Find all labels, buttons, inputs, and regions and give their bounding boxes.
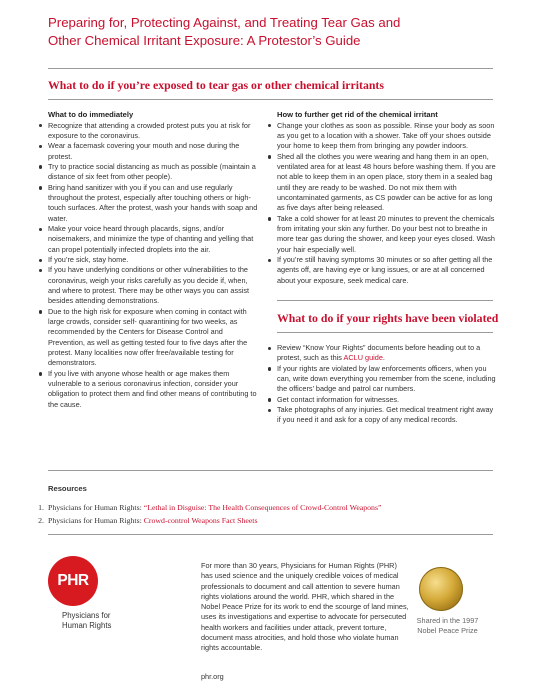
list-item: Make your voice heard through placards, signs, and/or noisemakers, and minimize the type of chanting and yelling that can propel potentially infected droplets into the air. [48, 224, 261, 255]
website-link[interactable]: phr.org [201, 672, 224, 681]
list-item: Get contact information for witnesses. [277, 395, 498, 405]
rights-section-heading: What to do if your rights have been violated [277, 311, 499, 325]
rights-column [265, 343, 498, 426]
list-item [277, 343, 498, 364]
list-item: Take photographs of any injuries. Get medical treatment right away if you need it and ask for a copy of any medical records. [277, 405, 498, 426]
reference-item [30, 515, 381, 528]
list-item: If you have underlying conditions or other vulnerabilities to the coronavirus, weigh your risks carefully as you decide if, when, and where to protest. There may be other ways you can assist besides attending demonstrations. [48, 265, 261, 306]
logo-caption [62, 611, 132, 631]
rights-list [265, 343, 498, 426]
reference-item [30, 502, 381, 515]
rights-bottom-divider [277, 332, 493, 333]
removal-steps-column [265, 110, 498, 286]
fact-sheets-link[interactable]: Crowd-control Weapons Fact Sheets [143, 515, 258, 525]
rights-item-text: Review “Know Your Rights” documents before heading out to a protest, such as this [277, 343, 481, 363]
reference-source: Physicians for Human Rights: [48, 515, 144, 525]
list-item: If you’re sick, stay home. [48, 255, 261, 265]
reference-source: Physicians for Human Rights: [48, 503, 144, 512]
medal-caption-line-2: Nobel Peace Prize [417, 626, 478, 635]
logo-caption-line-1: Physicians for [62, 611, 111, 620]
title-divider [48, 68, 493, 69]
rights-item-period: . [382, 353, 385, 363]
medal-caption [400, 616, 495, 636]
list-item: If your rights are violated by law enforcements officers, when you can, write down everything you remember from the scene, including the officers’ badge and patrol car numbers. [277, 364, 498, 395]
document-title [48, 14, 498, 50]
list-item: Recognize that attending a crowded protest puts you at risk for exposure to the coronavirus. [48, 121, 261, 142]
about-paragraph: For more than 30 years, Physicians for Human Rights (PHR) has used science and the uniquely credible voices of medical professionals to document and call attention to severe human rights violations around the world. PHR, which shared in the Nobel Peace Prize for its work to end the scourge of land mines, uses its investigations and expertise to advocate for persecuted health workers and facilities under attack, prevent torture, document mass atrocities, and hold those who violate human rights accountable. [201, 561, 409, 653]
logo-caption-line-2: Human Rights [62, 621, 112, 630]
references-list [30, 502, 381, 527]
reference-number: 2. [38, 515, 44, 525]
title-line-2: Other Chemical Irritant Exposure: A Protestor’s Guide [48, 33, 361, 48]
resources-heading: Resources [48, 484, 87, 493]
reference-number: 1. [38, 503, 44, 512]
section-divider [48, 99, 493, 100]
removal-steps-heading: How to further get rid of the chemical irritant [277, 110, 438, 119]
nobel-medal-icon [419, 567, 463, 611]
list-item: Shed all the clothes you were wearing and hang them in an open, ventilated area for at least 48 hours before washing them. If you are not able to keep them in an open place, story them in a sealed bag until they are ready to be washed. Do not mix them with uncontaminated garments, as CS powder can be active for as long as five days after being released. [277, 152, 498, 214]
list-item: Try to practice social distancing as much as possible (maintain a distance of six feet from other people). [48, 162, 261, 183]
rights-top-divider [277, 300, 493, 301]
resources-divider [48, 470, 493, 471]
aclu-guide-link[interactable]: ACLU guide [343, 353, 383, 363]
exposure-section-heading: What to do if you’re exposed to tear gas or other chemical irritants [48, 78, 384, 92]
list-item: Bring hand sanitizer with you if you can and use regularly throughout the protest, especially after touching others or high-touch surfaces. After the protest, wash your hands with soap and water. [48, 183, 261, 224]
phr-logo [48, 556, 98, 606]
immediate-steps-list [36, 121, 261, 411]
footer-divider [48, 534, 493, 535]
immediate-steps-heading: What to do immediately [48, 110, 134, 119]
list-item: Wear a facemask covering your mouth and nose during the protest. [48, 141, 261, 162]
list-item: If you’re still having symptoms 30 minutes or so after getting all the agents off, are having eye or lung issues, or are at all concerned about your exposure, seek medical care. [277, 255, 498, 286]
list-item: Take a cold shower for at least 20 minutes to prevent the chemicals from irritating your skin any further. Do your best not to breathe in more tear gas during the shower, and keep your eyes closed. Wash your hair especially well. [277, 214, 498, 255]
logo-text: PHR [57, 572, 89, 589]
removal-steps-list [265, 121, 498, 287]
list-item: Due to the high risk for exposure when coming in contact with large crowds, consider self- quarantining for two weeks, as recommended by the Centers for Disease Control and Prevention, as well as getting tested four to five days after the protest. Many localities now offer free/available testing for demonstrators. [48, 307, 261, 369]
list-item: If you live with anyone whose health or age makes them vulnerable to a serious coronavirus infection, consider your obligation to protect them and find other means of contributing to the cause. [48, 369, 261, 410]
list-item: Change your clothes as soon as possible. Rinse your body as soon as you get to a location with a shower. Take off your shoes outside your home to keep them from bringing any powder indoors. [277, 121, 498, 152]
lethal-in-disguise-link[interactable]: “Lethal in Disguise: The Health Consequences of Crowd-Control Weapons” [143, 503, 382, 512]
immediate-steps-column [36, 110, 261, 410]
title-line-1: Preparing for, Protecting Against, and Treating Tear Gas and [48, 15, 401, 30]
medal-caption-line-1: Shared in the 1997 [416, 616, 479, 625]
